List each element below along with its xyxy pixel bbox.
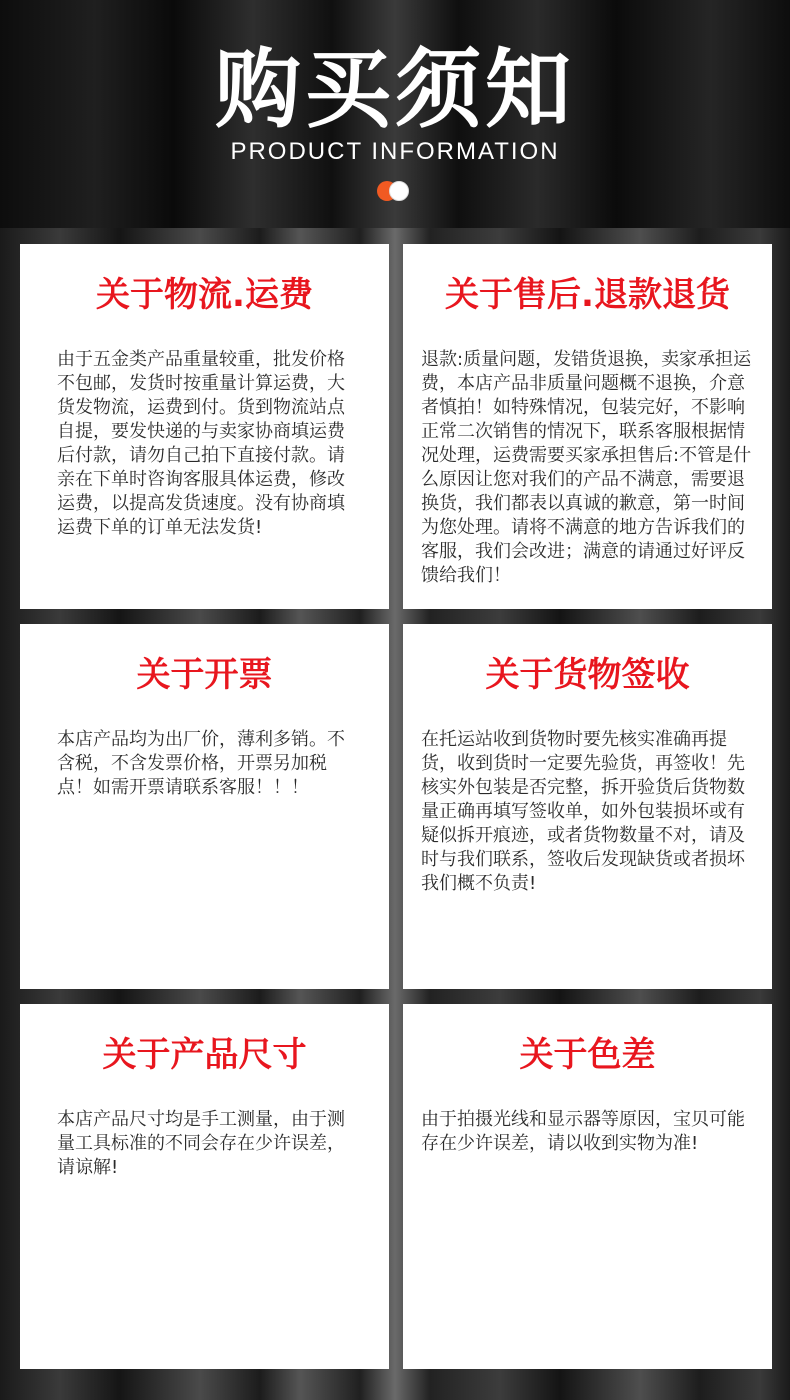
card-invoice	[20, 624, 389, 989]
card-body: 由于拍摄光线和显示器等原因，宝贝可能存在少许误差，请以收到实物为准!	[421, 1109, 745, 1154]
white-dot-icon	[389, 181, 409, 201]
card-title: 关于产品尺寸	[102, 1035, 307, 1075]
card-product-size	[20, 1004, 389, 1369]
page-subtitle: PRODUCT INFORMATION	[230, 138, 560, 165]
card-title: 关于售后.退款退货	[445, 275, 730, 315]
card-body: 在托运站收到货物时要先核实准确再提货，收到货时一定要先验货，再签收！先核实外包装是否完整，拆开验货后货物数量正确再填写签收单，如外包装损坏或有疑似拆开痕迹，或者货物数量不对，请及时与我们联系，签收后发现缺货或者损坏我们概不负责!	[421, 729, 745, 894]
card-goods-receipt	[403, 624, 772, 989]
card-title: 关于开票	[136, 655, 273, 695]
card-body: 退款:质量问题，发错货退换，卖家承担运费，本店产品非质量问题概不退换，介意者慎拍！如特殊情况，包装完好，不影响正常二次销售的情况下，联系客服根据情况处理，运费需要买家承担售后:不管是什么原因让您对我们的产品不满意，需要退换货，我们都表以真诚的歉意，第一时间为您处理。请将不满意的地方告诉我们的客服，我们会改进；满意的请通过好评反馈给我们！	[421, 349, 752, 586]
card-after-sales-returns	[403, 244, 772, 609]
card-body: 本店产品尺寸均是手工测量，由于测量工具标准的不同会存在少许误差，请谅解!	[57, 1109, 345, 1178]
card-logistics-shipping	[20, 244, 389, 609]
card-title: 关于物流.运费	[96, 275, 313, 315]
card-body: 由于五金类产品重量较重，批发价格不包邮，发货时按重量计算运费，大货发物流，运费到付。货到物流站点自提，要发快递的与卖家协商填运费后付款，请勿自己拍下直接付款。请亲在下单时咨询客服具体运费，修改运费，以提高发货速度。没有协商填运费下单的订单无法发货!	[57, 349, 345, 538]
card-color-difference	[403, 1004, 772, 1369]
card-title: 关于货物签收	[485, 655, 690, 695]
card-title: 关于色差	[519, 1035, 656, 1075]
page-title: 购买须知	[215, 40, 575, 140]
decorative-dots	[377, 181, 417, 201]
header-banner	[0, 0, 790, 228]
card-body: 本店产品均为出厂价，薄利多销。不含税，不含发票价格，开票另加税点！如需开票请联系客服！！！	[57, 729, 345, 798]
